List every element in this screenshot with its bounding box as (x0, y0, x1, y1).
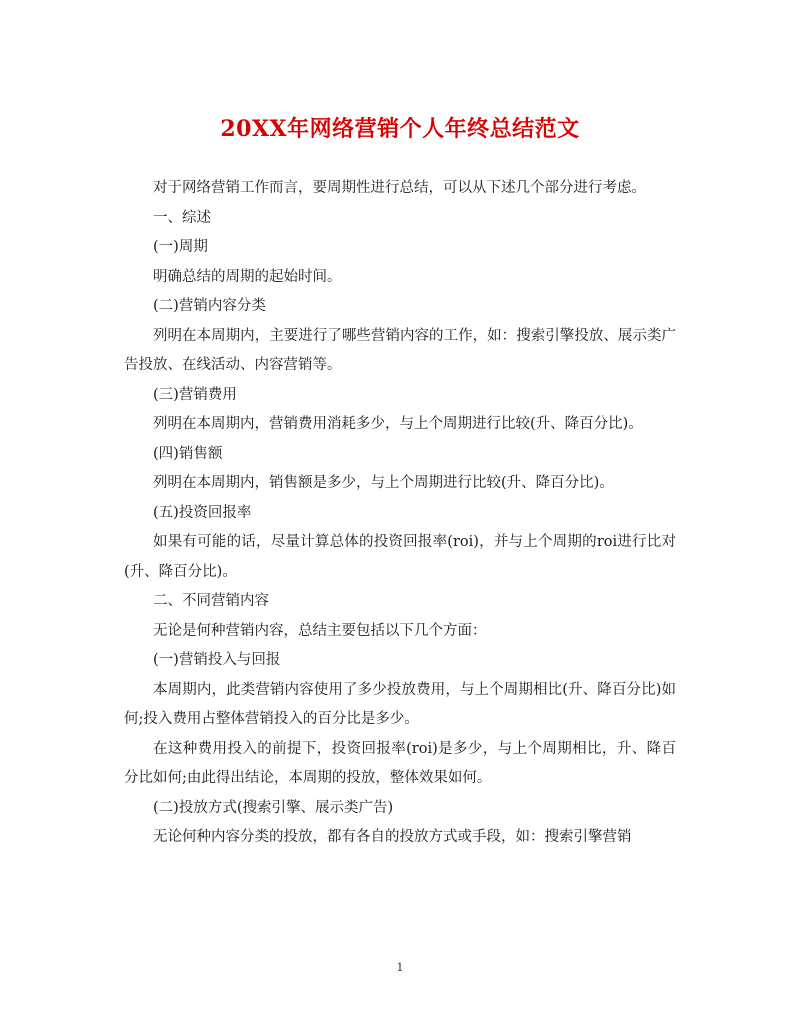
subheading-roi: (五)投资回报率 (153, 504, 252, 521)
paragraph-roi: 如果有可能的话，尽量计算总体的投资回报率(roi)，并与上个周期的roi进行比对(升、降百分比)。 (124, 534, 676, 580)
paragraph-marketing-cost: 列明在本周期内，营销费用消耗多少，与上个周期进行比较(升、降百分比)。 (153, 416, 643, 432)
document-title: 20XX年网络营销个人年终总结范文 (220, 116, 580, 142)
paragraph-sales: 列明在本周期内，销售额是多少，与上个周期进行比较(升、降百分比)。 (153, 475, 614, 491)
page-number: 1 (396, 961, 404, 974)
paragraph-period: 明确总结的周期的起始时间。 (153, 268, 342, 285)
paragraph-content-category: 列明在本周期内，主要进行了哪些营销内容的工作，如：搜索引擎投放、展示类广告投放、在线活动、内容营销等。 (124, 327, 676, 373)
subheading-sales: (四)销售额 (153, 445, 223, 462)
paragraph-input-return-2: 在这种费用投入的前提下，投资回报率(roi)是多少，与上个周期相比，升、降百分比如何;由此得出结论，本周期的投放，整体效果如何。 (124, 740, 676, 786)
subheading-input-return: (一)营销投入与回报 (153, 652, 281, 668)
subheading-marketing-cost: (三)营销费用 (153, 386, 237, 403)
paragraph-input-return-1: 本周期内，此类营销内容使用了多少投放费用，与上个周期相比(升、降百分比)如何;投入费用占整体营销投入的百分比是多少。 (124, 681, 676, 727)
paragraph-intro: 对于网络营销工作而言，要周期性进行总结，可以从下述几个部分进行考虑。 (153, 180, 646, 196)
section-heading-content-types: 二、不同营销内容 (153, 593, 269, 609)
subheading-delivery-method: (二)投放方式(搜索引擎、展示类广告) (153, 799, 394, 816)
subheading-period: (一)周期 (153, 239, 208, 255)
subheading-content-category: (二)营销内容分类 (153, 298, 266, 314)
paragraph-content-types: 无论是何种营销内容，总结主要包括以下几个方面： (153, 622, 487, 639)
document-body (124, 174, 676, 853)
paragraph-delivery-method: 无论何种内容分类的投放，都有各自的投放方式或手段，如：搜索引擎营销 (153, 829, 632, 845)
section-heading-overview: 一、综述 (153, 209, 211, 226)
